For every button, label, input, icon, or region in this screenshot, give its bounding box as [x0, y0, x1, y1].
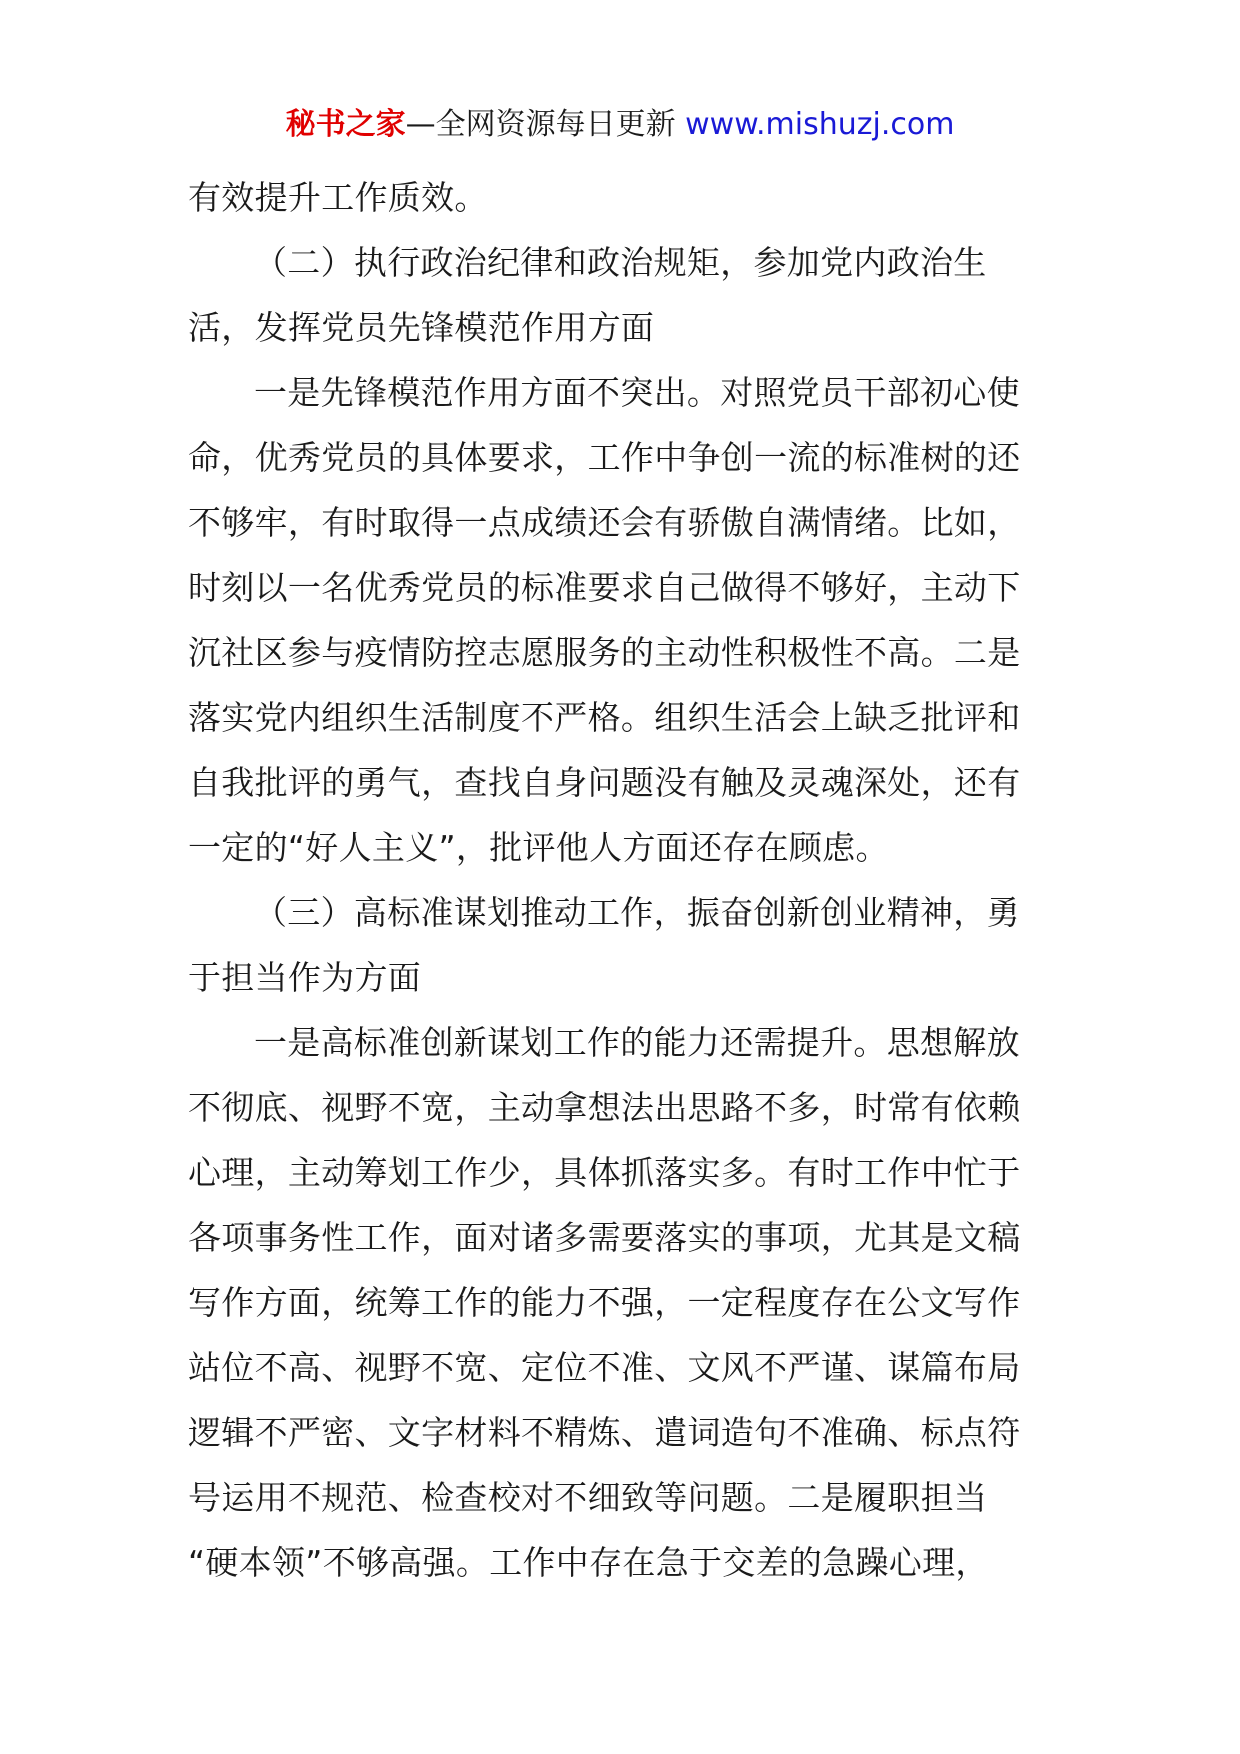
text-line: 落实党内组织生活制度不严格。组织生活会上缺乏批评和 [188, 698, 1021, 737]
text-line: 一定的“好人主义”，批评他人方面还存在顾虑。 [188, 828, 889, 867]
text-line: 不彻底、视野不宽，主动拿想法出思路不多，时常有依赖 [188, 1088, 1021, 1127]
text-line: 写作方面，统筹工作的能力不强，一定程度存在公文写作 [188, 1283, 1021, 1322]
text-line: 活，发挥党员先锋模范作用方面 [188, 308, 655, 347]
text-line: 自我批评的勇气，查找自身问题没有触及灵魂深处，还有 [188, 763, 1021, 802]
text-line: 各项事务性工作，面对诸多需要落实的事项，尤其是文稿 [188, 1218, 1021, 1257]
text-line: 时刻以一名优秀党员的标准要求自己做得不够好，主动下 [188, 568, 1021, 607]
text-line: 逻辑不严密、文字材料不精炼、遣词造句不准确、标点符 [188, 1413, 1021, 1452]
text-line: 一是先锋模范作用方面不突出。对照党员干部初心使 [254, 373, 1020, 412]
text-line: 有效提升工作质效。 [188, 178, 488, 217]
tagline: —全网资源每日更新 [405, 107, 676, 142]
watermark-header [0, 100, 1240, 150]
text-line: 心理，主动筹划工作少，具体抓落实多。有时工作中忙于 [188, 1153, 1021, 1192]
text-line: 号运用不规范、检查校对不细致等问题。二是履职担当 [188, 1478, 988, 1517]
text-line: 于担当作为方面 [188, 958, 422, 997]
text-line: （二）执行政治纪律和政治规矩，参加党内政治生 [254, 243, 987, 282]
document-body [188, 165, 1058, 1595]
text-line: （三）高标准谋划推动工作，振奋创新创业精神，勇 [254, 893, 1020, 932]
text-line: 不够牢，有时取得一点成绩还会有骄傲自满情绪。比如， [188, 503, 1021, 542]
text-line: 沉社区参与疫情防控志愿服务的主动性积极性不高。二是 [188, 633, 1021, 672]
text-line: 命，优秀党员的具体要求，工作中争创一流的标准树的还 [188, 438, 1021, 477]
text-line: “硬本领”不够高强。工作中存在急于交差的急躁心理， [188, 1543, 989, 1582]
text-line: 站位不高、视野不宽、定位不准、文风不严谨、谋篇布局 [188, 1348, 1021, 1387]
text-line: 一是高标准创新谋划工作的能力还需提升。思想解放 [254, 1023, 1020, 1062]
site-url: www.mishuzj.com [685, 107, 955, 142]
brand-name: 秘书之家 [285, 107, 406, 142]
